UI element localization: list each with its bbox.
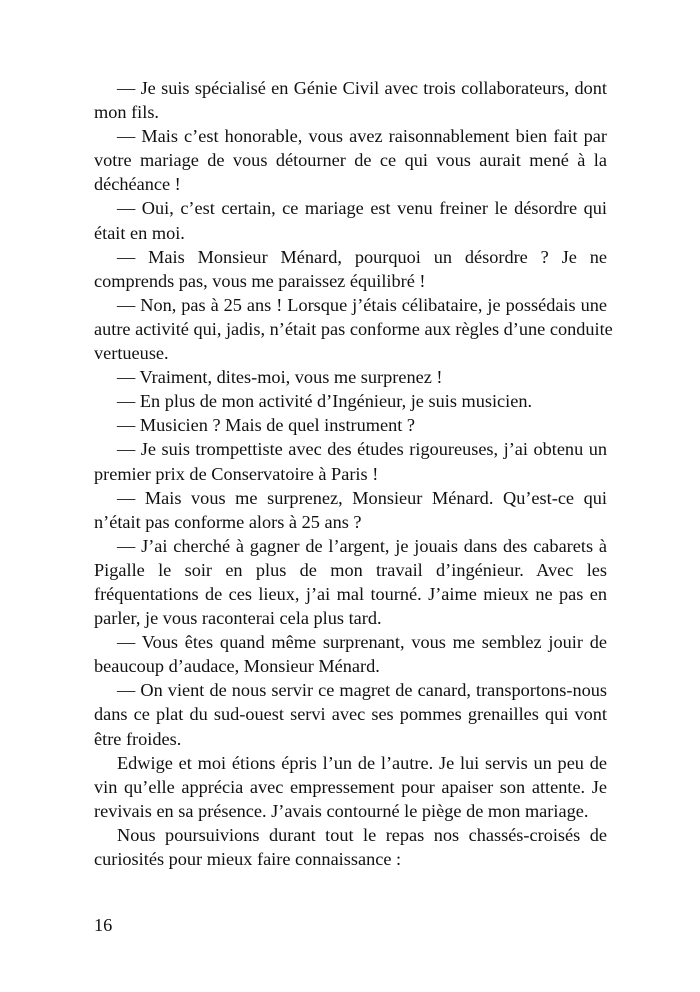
text-line: Nous poursuivions durant tout le repas nos chassés-croisés de (117, 824, 607, 845)
text-line: premier prix de Conservatoire à Paris ! (94, 463, 379, 484)
text-line: autre activité qui, jadis, n’était pas conforme aux règles d’une conduite (94, 318, 613, 339)
paragraph (94, 76, 607, 124)
text-line: dans ce plat du sud-ouest servi avec ses pommes grenailles qui vont (94, 704, 607, 725)
page-number: 16 (94, 915, 113, 935)
paragraph (94, 437, 607, 485)
paragraph (94, 823, 607, 871)
paragraph (94, 630, 607, 678)
paragraph (94, 245, 607, 293)
text-line: curiosités pour mieux faire connaissance : (94, 849, 402, 869)
text-line: — Vraiment, dites-moi, vous me surprenez ! (117, 367, 443, 388)
text-line: — Non, pas à 25 ans ! Lorsque j’étais célibataire, je possédais une (117, 294, 607, 315)
text-line: Pigalle le soir en plus de mon travail d’ingénieur. Avec les (94, 559, 607, 580)
paragraph (94, 293, 613, 365)
text-line: vertueuse. (94, 343, 169, 364)
text-line: — Je suis spécialisé en Génie Civil avec trois collaborateurs, dont (117, 78, 607, 98)
paragraph (94, 196, 607, 244)
text-line: comprends pas, vous me paraissez équilibré ! (94, 270, 426, 291)
text-line: — Mais Monsieur Ménard, pourquoi un désordre ? Je ne (117, 246, 607, 267)
paragraph (94, 751, 607, 823)
text-line: fréquentations de ces lieux, j’ai mal tourné. J’aime mieux ne pas en (94, 583, 607, 604)
text-line: — J’ai cherché à gagner de l’argent, je jouais dans des cabarets à (117, 535, 607, 556)
text-line: beaucoup d’audace, Monsieur Ménard. (94, 656, 380, 677)
text-line: Edwige et moi étions épris l’un de l’autre. Je lui servis un peu de (117, 752, 607, 773)
text-line: n’était pas conforme alors à 25 ans ? (94, 511, 362, 532)
paragraph (94, 534, 607, 630)
text-line: parler, je vous raconterai cela plus tard. (94, 608, 382, 629)
text-line: être froides. (94, 728, 182, 749)
text-line: mon fils. (94, 102, 160, 123)
paragraph (94, 678, 607, 750)
paragraph (94, 486, 607, 534)
text-line: vin qu’elle apprécia avec empressement pour apaiser son attente. Je (94, 776, 607, 797)
text-line: votre mariage de vous détourner de ce qui vous aurait mené à la (94, 150, 607, 171)
text-line: — Musicien ? Mais de quel instrument ? (117, 415, 416, 436)
text-line: — Oui, c’est certain, ce mariage est venu freiner le désordre qui (117, 198, 607, 219)
paragraph (94, 413, 607, 437)
text-line: revivais en sa présence. J’avais contourné le piège de mon mariage. (94, 800, 589, 821)
text-line: — Mais c’est honorable, vous avez raisonnablement bien fait par (117, 126, 607, 147)
text-line: — Mais vous me surprenez, Monsieur Ménard. Qu’est-ce qui (117, 487, 607, 508)
text-line: — On vient de nous servir ce magret de canard, transportons-nous (117, 680, 607, 701)
paragraph (94, 389, 607, 413)
text-line: — Je suis trompettiste avec des études rigoureuses, j’ai obtenu un (117, 439, 607, 460)
body-text (94, 76, 613, 871)
text-line: — En plus de mon activité d’Ingénieur, je suis musicien. (117, 391, 533, 412)
paragraph (94, 365, 607, 389)
text-line: — Vous êtes quand même surprenant, vous me semblez jouir de (117, 632, 607, 653)
text-line: déchéance ! (94, 174, 181, 195)
paragraph (94, 124, 607, 196)
text-line: était en moi. (94, 222, 185, 243)
